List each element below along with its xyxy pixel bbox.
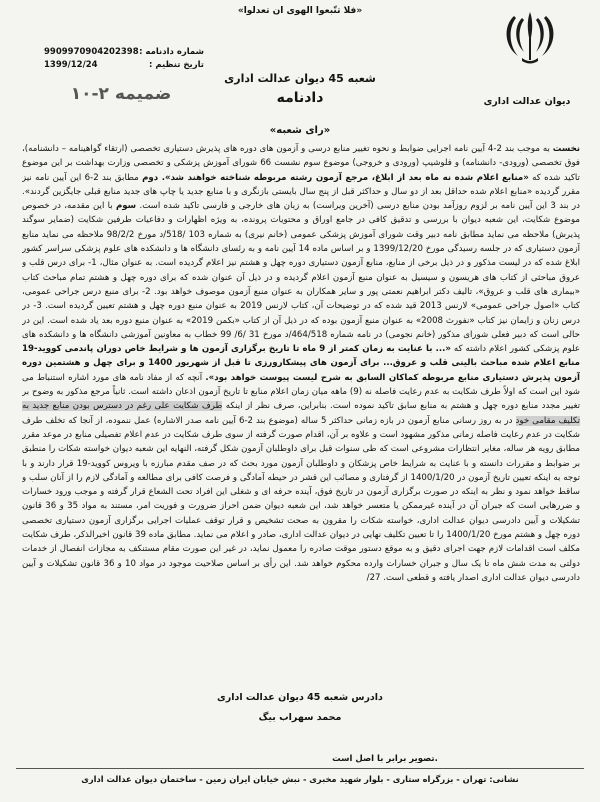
third-lead: سوم bbox=[116, 201, 137, 212]
first-lead: نخست bbox=[552, 144, 580, 154]
judge-name: محمد سهراب بیگ bbox=[258, 712, 342, 723]
bold-quote-2: «... با عنایت به زمان کمتر از 9 ماه تا تاریخ برگزاری آزمون ها و شرایط خاص دوران پاندمی کووید-19 منابع اعلام شده مباحث بالینی قلب و عروق... برای آزمون های پیشکارورزی تا قبل از شهریور 1400 و برای چهل و هشتمین دوره آزمون پذیرش دستیاری منابع مربوطه کماکان السابق به شرح لیست پیوست خواهد بود». bbox=[22, 344, 580, 383]
verdict-text-2: مطابق بند 2-6 این آیین نامه نیز مقرر گردیده «منابع اعلام شده حداقل بعد از دو سال و حداکثر قبل از پنج سال بایستی بازنگری و با منابع جدید یا چاپ های جدید منابع قبلی جایگزین گردند». در بند 3 این آیین نامه بر لزوم روزآمد بودن منابع درسی (آخرین ویراست) به زبان های خارجی و فارسی تاکید شده است. bbox=[22, 172, 580, 212]
bold-quote: «منابع اعلام شده نه ماه بعد از ابلاغ، مرجع آزمون رشته مربوطه شناخته خواهند شد». bbox=[161, 172, 529, 183]
second-lead: دوم bbox=[142, 172, 162, 183]
footer-address: نشانی: تهران - بزرگراه ستاری - بلوار شهید مخبری - نبش خیابان ایران زمین - ساختمان دیوان عدالت اداری bbox=[81, 774, 519, 784]
branch-title: شعبه 45 دیوان عدالت اداری bbox=[224, 72, 376, 85]
annex-label: ضمیمه ۲-۱۰ bbox=[70, 84, 172, 104]
judge-title: دادرس شعبه 45 دیوان عدالت اداری bbox=[217, 692, 383, 703]
verdict-text-1: به موجب بند 2-4 آیین نامه اجرایی ضوابط و نحوه تغییر منابع درسی و آزمون های دوره های پذیرش دستیاری تخصصی (ارتقاء گواهینامه – دانشنامه)، فوق تخصصی (ورودی- دانشنامه) و فلوشیپ (ورودی و خروجی) موضوع سوم نشست 66 شورای آموزش پزشکی و تخصصی وزارت بهداشت بر این موضوع تاکید شده که bbox=[22, 144, 580, 183]
issue-date: 1399/12/24 bbox=[44, 60, 98, 70]
iran-emblem-icon bbox=[500, 8, 560, 66]
case-meta bbox=[44, 46, 204, 72]
date-label: تاریخ تنظیم : bbox=[149, 60, 204, 70]
certified-copy-note: تصویر برابر با اصل است. bbox=[332, 754, 438, 764]
verdict-text-5: در به روز رسانی منابع آزمون در بازه زمانی حداکثر 5 ساله (موضوع بند 2-6 آیین نامه صدر الاشاره) عمل ننموده، از آنجا که تخلف طرف شکایت در عدم رعایت فاصله زمانی مذکور مشهود است و علاوه بر آن، اقدام صورت گرفته از سوی طرف شکایت در عدم اعلام تفصیلی منابع در موعد مقرر مطابق رویه هر ساله، مغایر انتظارات مشروعی است که طی سنوات قبل برای داوطلبان آزمون شکل گرفته، النهایه این شعبه دیوان خواسته شکات را منطبق بر ضوابط و مقررات دانسته و با عنایت به شرایط خاص پزشکان و داوطلبان آزمون مورد بحث که در صف مقدم مبارزه با ویروس کووید-19 قرار دارند و با توجه به اینکه تعیین تاریخ آزمون در 1400/1/20 از گرفتاری و مصائب این قشر در حیطه آمادگی و فرصت کافی برای مطالعه و آمادگی لازم را از آنان سلب و ساقط خواهد نمود و نظر به اینکه در صورت برگزاری آزمون در تاریخ فوق، آینده حرفه ای و شغلی این افراد تحت الشعاع قرار گرفته و موجب ورود خسارات و ضررهایی است که جبران آن در آینده غیرممکن یا متعسر خواهد شد، این شعبه دیوان ضمن احراز ضرورت و فوریت امر، مستند به مواد 35 و 36 قانون تشکیلات و آیین دادرسی دیوان عدالت اداری، خواسته شکات را مقرون به صحت تشخیص و قرار توقف عملیات اجرایی برگزاری آزمون دستیاری تخصصی دوره چهل و هشتم مورخ 1400/1/20 را تا تعیین تکلیف نهایی در دیوان عدالت اداری، صادر و اعلام می نماید. مطابق ماده 39 قانون اخیرالذکر، طرف شکایت مکلف است اقدامات لازم جهت اجرای دقیق و به موقع دستور موقت صادره را معمول نماید، در غیر این صورت مقام مستنکف به مجازات انفصال از خدمات دولتی به مدت شش ماه تا یک سال و جبران خسارات وارده محکوم خواهد شد. این رأی بر اساس صلاحیت موجود در مواد 10 و 36 قانون تشکیلات و آیین دادرسی دیوان عدالت اداری اصدار یافته و قطعی است. bbox=[22, 415, 580, 583]
org-name: دیوان عدالت اداری bbox=[483, 96, 571, 107]
case-number-label: شماره دادنامه : bbox=[139, 47, 204, 57]
quran-verse: «فلا تتّبعوا الهوی ان تعدلوا» bbox=[237, 6, 363, 16]
page-ref: 27/ bbox=[366, 572, 381, 583]
doc-type-title: دادنامه bbox=[276, 90, 324, 106]
verdict-body bbox=[22, 142, 580, 682]
verdict-text-3: با این مقدمه، در خصوص موضوع شکایت، این شعبه دیوان با بررسی و تدقیق کافی در جامع اوراق و محتویات پرونده، به ویژه اظهارات و دفاعیات طرفین شکایت (ضمایر سوگند پذیرش) ملاحظه می نماید مطابق نامه دبیر وقت شورای آموزش پزشکی عمومی (خانم نیری) به شماره 103 /518/د مورخ 98/2/2 ملاحظه می نماید منابع آزمون دستیاری که در جلسه رسیدگی مورخ 1399/12/20 و بر اساس ماده 14 آیین نامه و به رئسای دانشگاه ها و دانشکده های علوم پزشکی سراسر کشور ابلاغ شده که در لیست مذکور و در ذیل برخی از منابع، منابع آزمون دستیاری دوره چهل و هشتم نیز اعلام گردیده است. به عنوان مثال، 1- برای درس قلب و عروق مباحثی از کتاب های هریسون و سیسیل به عنوان منبع آزمون اعلام گردیده و در ذیل آن عنوان شده که برای دوره چهل و هشتم تمام مباحث کتاب «بیماری های قلب و عروق»، تالیف دکتر ابراهیم نعمتی پور و سایر همکاران به عنوان منبع آزمون موصوف خواهد بود. 2- برای منبع درس جراحی عمومی، کتاب «اصول جراحی عمومی» لارنس 2013 قید شده که در توضیحات آن، کتاب لارنس 2019 به عنوان منبع دوره چهل و هشتم تعیین گردیده است. 3- در درس زنان و زایمان نیز کتاب «نفورث 2008» به عنوان منبع آزمون بوده که در ذیل آن از کتاب «بکمن 2019» به عنوان منبع دوره بعد یاد شده است. این در حالی است که دبیر فعلی شورای مذکور (خانم نجومی) در نامه شماره 464/518/د مورخ 31 /6/ 99 خطاب به معاونین آموزشی دانشگاه ها و دانشکده های علوم پزشکی کشور اعلام داشته که bbox=[22, 201, 580, 355]
verdict-text-4: آنچه که از مفاد نامه های مورد اشاره استنباط می شود این است که اولاً طرف شکایت به عدم رعایت فاصله نه (9) ماهه میان زمان اعلام منابع تا تاریخ آزمون اذعان داشته است. ثانیاً مرجع مذکور به وضوح بر تغییر مجدد منابع دوره چهل و هشتم به منابع سابق تاکید نموده است. بنابراین، صرف نظر از اینکه bbox=[22, 372, 580, 412]
verdict-title: «رای شعبه» bbox=[269, 125, 331, 136]
footer-divider bbox=[16, 768, 584, 769]
highlighted-text: طرف شکایت علی رغم در دسترس بودن منابع جدید به تکلیف مقامی خود bbox=[22, 401, 580, 426]
case-number: 9909970904202398 bbox=[44, 47, 139, 57]
